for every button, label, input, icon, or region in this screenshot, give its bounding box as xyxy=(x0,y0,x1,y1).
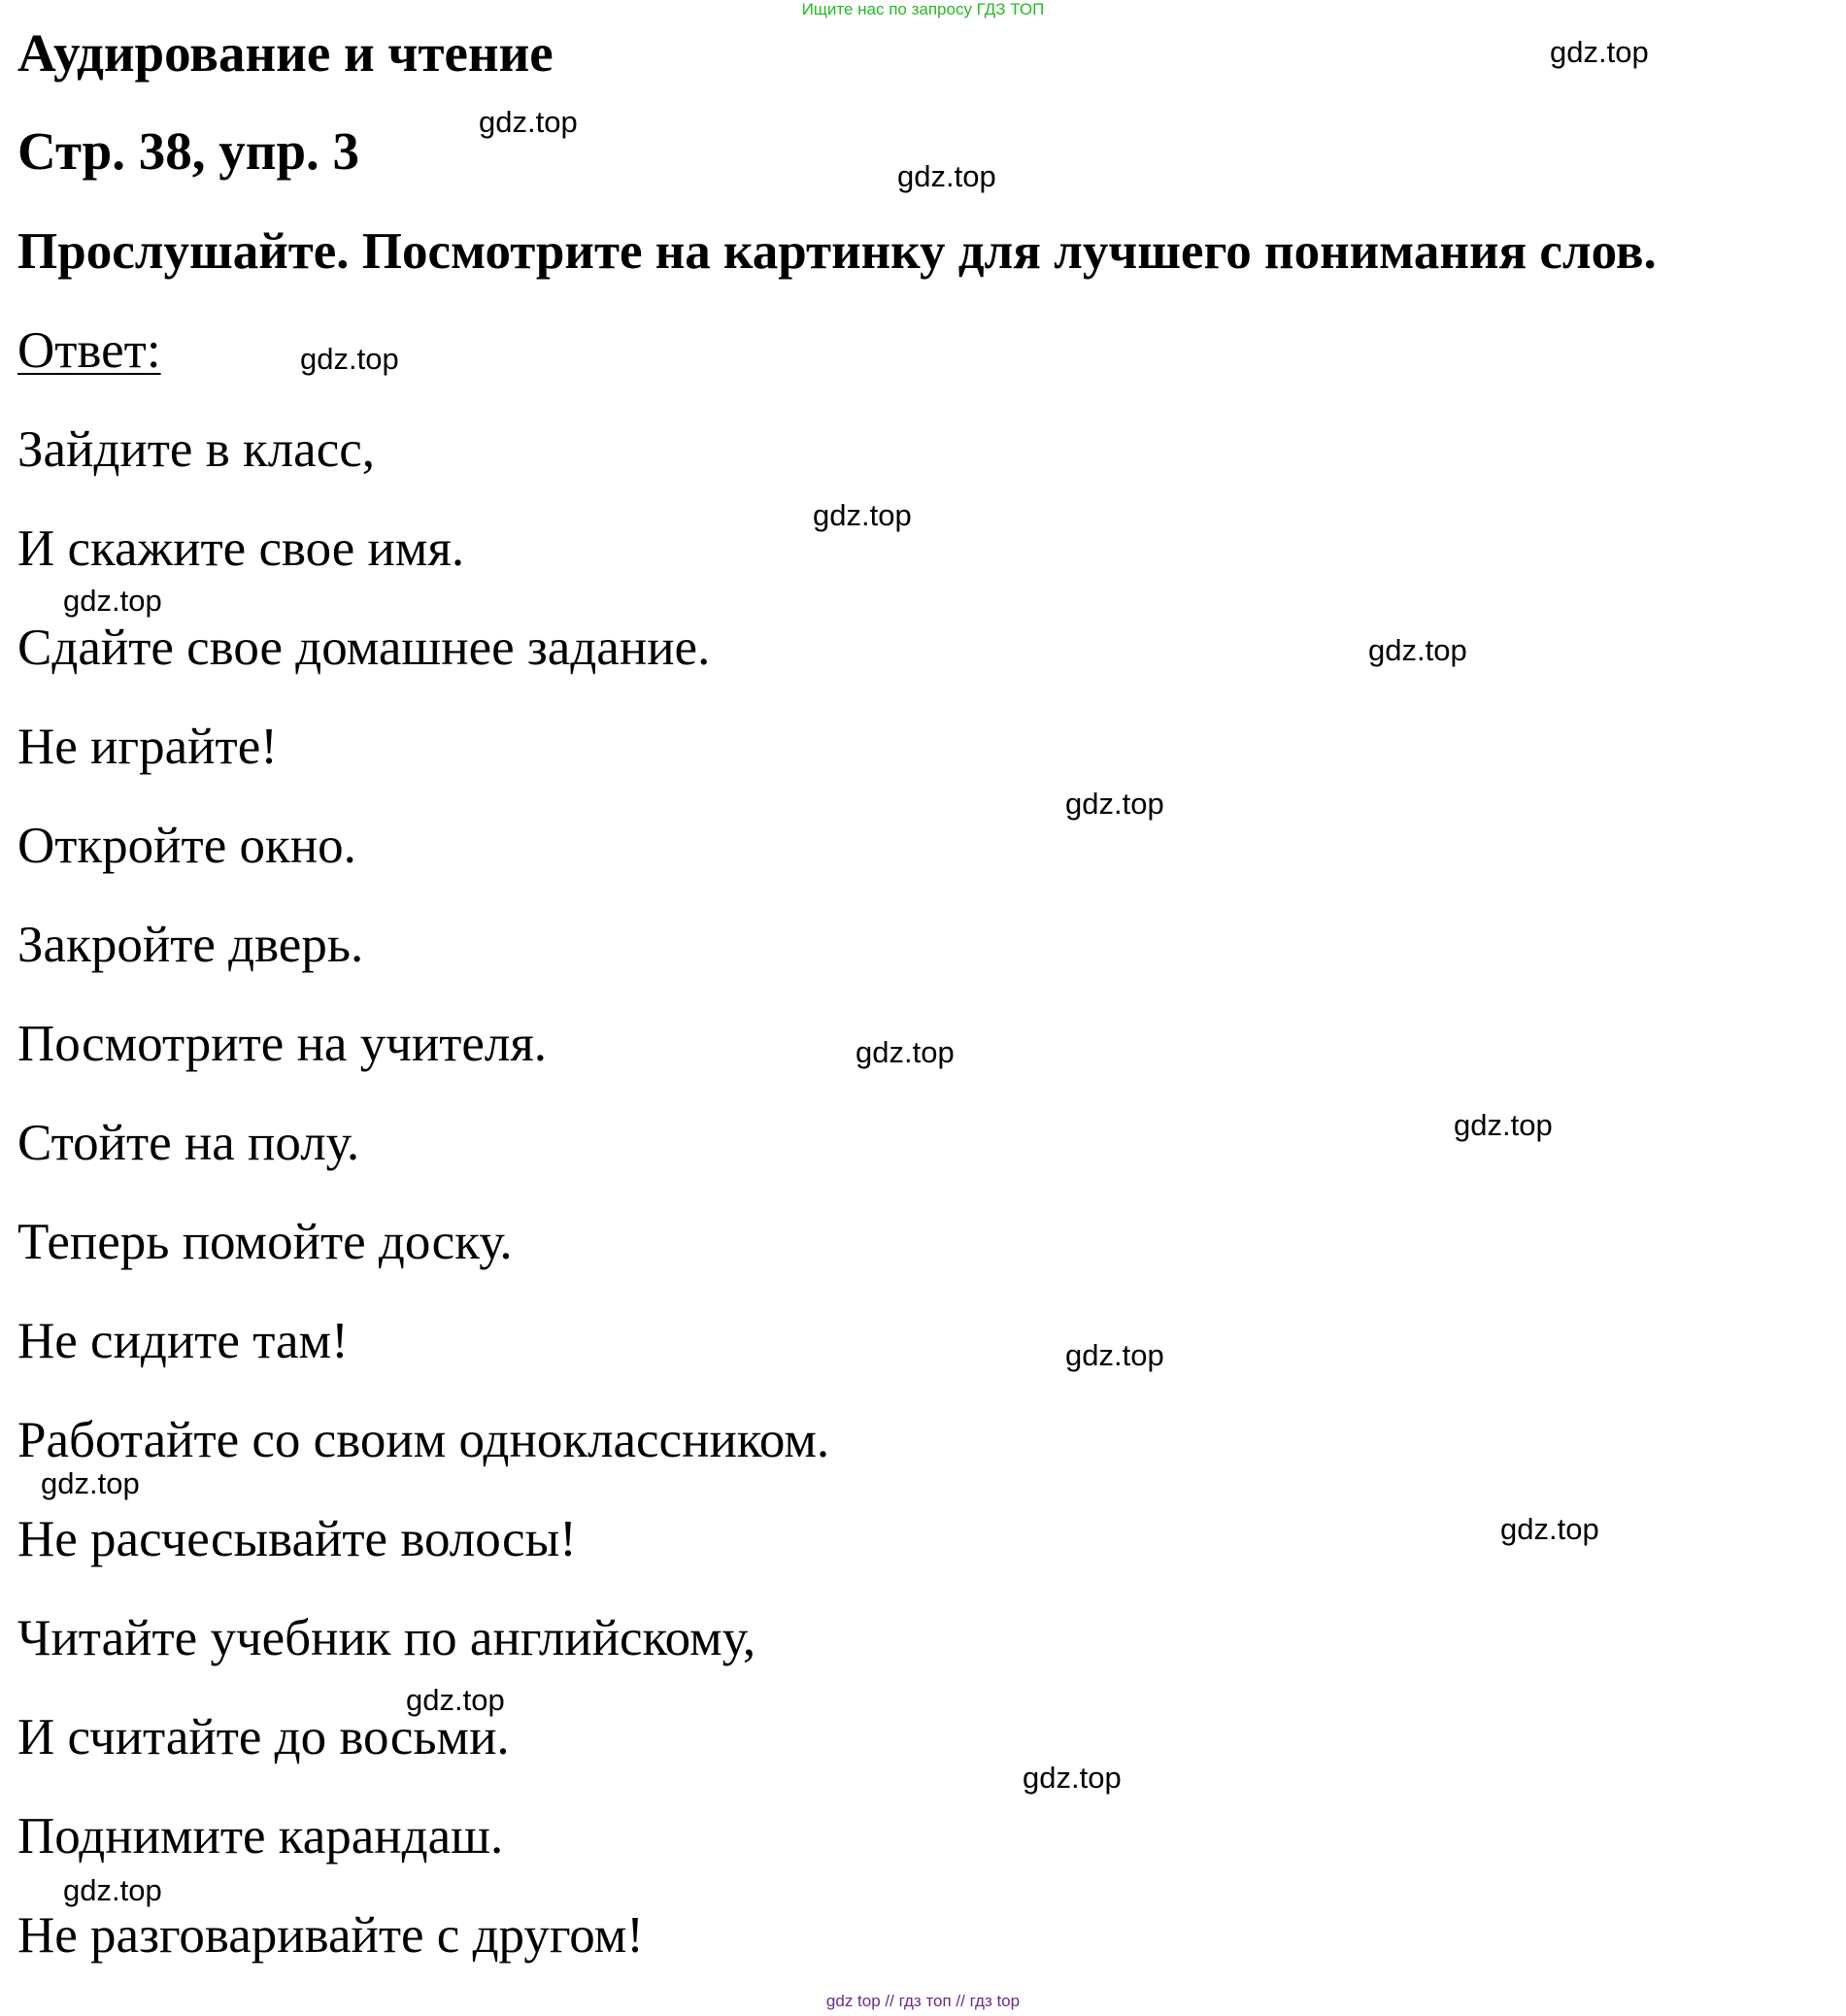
answer-line: Не разговаривайте с другом! xyxy=(17,1907,644,1964)
answer-line: Поднимите карандаш. xyxy=(17,1808,504,1865)
answer-line: Не сидите там! xyxy=(17,1313,349,1369)
answer-line: Теперь помойте доску. xyxy=(17,1214,513,1270)
watermark: gdz.top xyxy=(63,584,162,618)
watermark: gdz.top xyxy=(300,342,399,376)
watermark: gdz.top xyxy=(479,105,578,139)
answer-line: Работайте со своим одноклассником. xyxy=(17,1412,830,1468)
watermark: gdz.top xyxy=(1454,1108,1553,1142)
watermark: gdz.top xyxy=(1500,1512,1599,1546)
watermark: gdz.top xyxy=(1368,633,1467,667)
bottom-footer: gdz top // гдз топ // гдз top xyxy=(825,1992,1021,2010)
answer-line: Стойте на полу. xyxy=(17,1115,360,1171)
watermark: gdz.top xyxy=(63,1873,162,1907)
watermark: gdz.top xyxy=(856,1035,955,1069)
answer-line: Посмотрите на учителя. xyxy=(17,1016,547,1072)
answer-label: Ответ: xyxy=(17,322,161,379)
watermark: gdz.top xyxy=(897,159,996,193)
watermark: gdz.top xyxy=(1065,787,1164,821)
section-title: Аудирование и чтение xyxy=(17,23,554,83)
exercise-reference: Стр. 38, упр. 3 xyxy=(17,121,360,181)
answer-line: Сдайте свое домашнее задание. xyxy=(17,620,711,676)
top-banner: Ищите нас по запросу ГДЗ ТОП xyxy=(801,0,1045,18)
exercise-instruction: Прослушайте. Посмотрите на картинку для лучшего понимания слов. xyxy=(17,223,1657,280)
watermark: gdz.top xyxy=(41,1466,140,1500)
watermark: gdz.top xyxy=(1550,35,1649,69)
answer-line: И считайте до восьми. xyxy=(17,1709,510,1765)
watermark: gdz.top xyxy=(813,498,912,532)
answer-line: Закройте дверь. xyxy=(17,917,364,973)
answer-line: Откройте окно. xyxy=(17,818,356,874)
answer-line: И скажите свое имя. xyxy=(17,521,465,577)
answer-line: Не играйте! xyxy=(17,719,278,775)
watermark: gdz.top xyxy=(1065,1338,1164,1372)
answer-line: Не расчесывайте волосы! xyxy=(17,1511,577,1567)
answer-line: Зайдите в класс, xyxy=(17,421,375,478)
watermark: gdz.top xyxy=(406,1683,505,1717)
answer-line: Читайте учебник по английскому, xyxy=(17,1610,756,1666)
watermark: gdz.top xyxy=(1023,1761,1122,1795)
